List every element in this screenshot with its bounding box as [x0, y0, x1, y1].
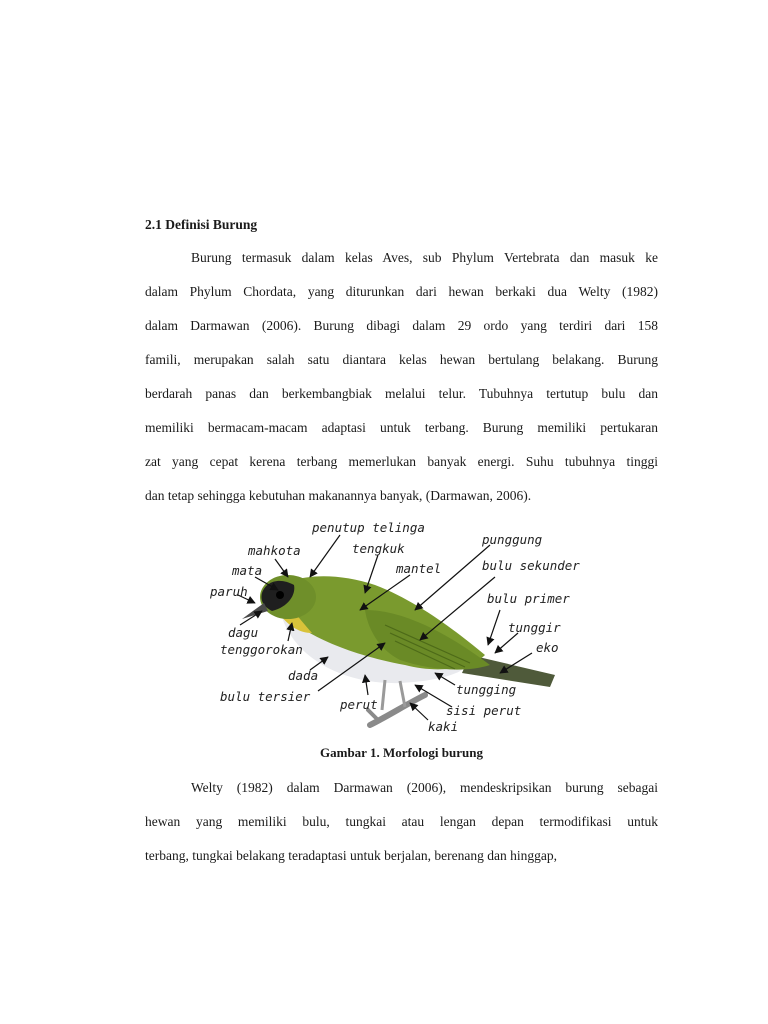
- paragraph-line: hewan yang memiliki bulu, tungkai atau lengan depan termodifikasi untuk: [145, 814, 658, 829]
- label-paruh: paruh: [210, 584, 248, 599]
- label-eko: eko: [536, 640, 559, 655]
- section-heading: 2.1 Definisi Burung: [145, 217, 258, 232]
- figure-caption: Gambar 1. Morfologi burung: [320, 745, 483, 760]
- label-tengkuk: tengkuk: [352, 541, 405, 556]
- label-tunggir: tunggir: [508, 620, 561, 635]
- label-penutup-telinga: penutup telinga: [312, 520, 425, 535]
- bird-morphology-figure: [200, 515, 590, 740]
- label-punggung: punggung: [482, 532, 543, 547]
- label-bulu-primer: bulu primer: [487, 591, 570, 606]
- bird-diagram: [200, 515, 590, 740]
- label-bulu-tersier: bulu tersier: [220, 689, 311, 704]
- paragraph-line: famili, merupakan salah satu diantara kelas hewan bertulang belakang. Burung: [145, 352, 658, 367]
- paragraph-line: dalam Darmawan (2006). Burung dibagi dalam 29 ordo yang terdiri dari 158: [145, 318, 658, 333]
- label-mantel: mantel: [396, 561, 442, 576]
- paragraph-line: berdarah panas dan berkembangbiak melalui telur. Tubuhnya tertutup bulu dan: [145, 386, 658, 401]
- paragraph-line: memiliki bermacam-macam adaptasi untuk terbang. Burung memiliki pertukaran: [145, 420, 658, 435]
- paragraph-definition: [145, 241, 658, 513]
- paragraph-line: dan tetap sehingga kebutuhan makanannya banyak, (Darmawan, 2006).: [145, 488, 532, 503]
- paragraph-line: terbang, tungkai belakang teradaptasi untuk berjalan, berenang dan hinggap,: [145, 848, 557, 863]
- label-bulu-sekunder: bulu sekunder: [482, 558, 580, 573]
- label-tungging: tungging: [456, 682, 517, 697]
- label-dagu: dagu: [228, 625, 259, 640]
- paragraph-line: zat yang cepat kerena terbang memerlukan banyak energi. Suhu tubuhnya tinggi: [145, 454, 658, 469]
- label-kaki: kaki: [428, 719, 459, 734]
- label-dada: dada: [288, 668, 319, 683]
- paragraph-line: dalam Phylum Chordata, yang diturunkan dari hewan berkaki dua Welty (1982): [145, 284, 658, 299]
- paragraph-line: Welty (1982) dalam Darmawan (2006), mendeskripsikan burung sebagai: [191, 780, 658, 795]
- label-mahkota: mahkota: [248, 543, 301, 558]
- paragraph-line: Burung termasuk dalam kelas Aves, sub Phylum Vertebrata dan masuk ke: [191, 250, 658, 265]
- label-tenggorokan: tenggorokan: [220, 642, 303, 657]
- label-perut: perut: [340, 697, 378, 712]
- paragraph-description: [145, 771, 658, 873]
- label-sisi-perut: sisi perut: [446, 703, 522, 718]
- label-mata: mata: [232, 563, 263, 578]
